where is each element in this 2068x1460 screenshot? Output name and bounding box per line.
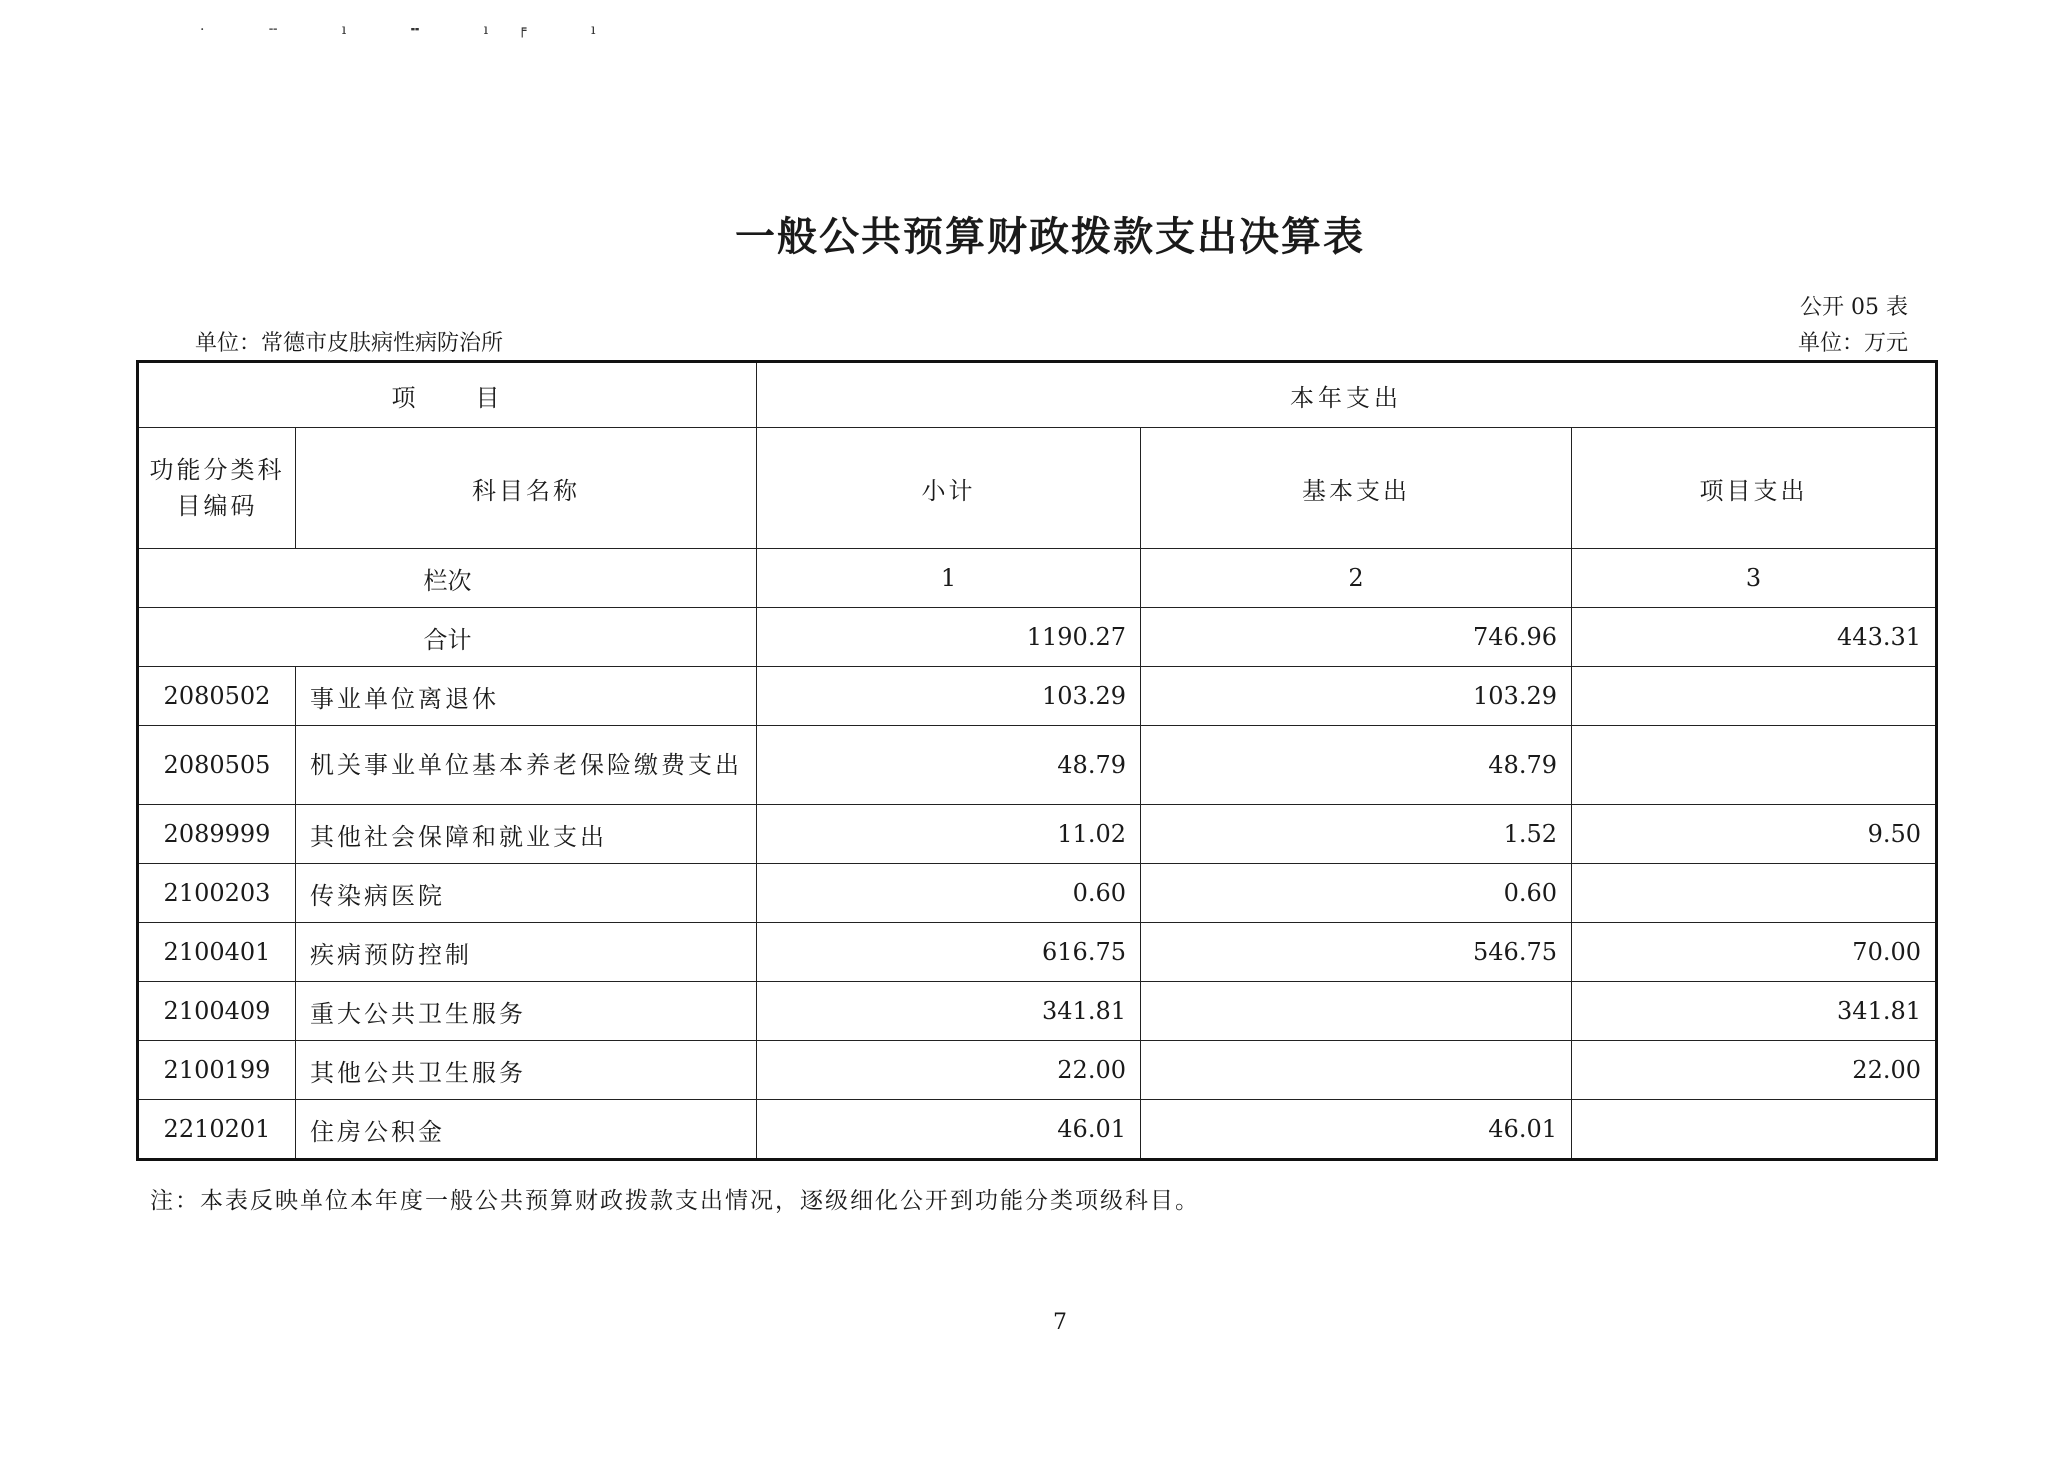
row-subtotal: 341.81 bbox=[757, 982, 1141, 1041]
row-name: 住房公积金 bbox=[296, 1100, 757, 1160]
row-name: 机关事业单位基本养老保险缴费支出 bbox=[296, 726, 757, 805]
table-footnote: 注：本表反映单位本年度一般公共预算财政拨款支出情况，逐级细化公开到功能分类项级科目。 bbox=[150, 1188, 1200, 1214]
column-order-label: 栏次 bbox=[138, 549, 757, 608]
header-basic: 基本支出 bbox=[1141, 428, 1572, 549]
row-project: 70.00 bbox=[1572, 923, 1937, 982]
header-name: 科目名称 bbox=[296, 428, 757, 549]
row-project: 22.00 bbox=[1572, 1041, 1937, 1100]
row-project bbox=[1572, 1100, 1937, 1160]
table-row bbox=[138, 923, 1937, 982]
total-label: 合计 bbox=[138, 608, 757, 667]
row-name: 疾病预防控制 bbox=[296, 923, 757, 982]
header-row-2 bbox=[138, 428, 1937, 549]
row-code: 2100401 bbox=[138, 923, 296, 982]
row-name: 事业单位离退休 bbox=[296, 667, 757, 726]
row-code: 2100203 bbox=[138, 864, 296, 923]
scan-artifact-marks: · ╌ ı ╍ ı╒ ı bbox=[200, 22, 626, 38]
row-name: 其他公共卫生服务 bbox=[296, 1041, 757, 1100]
row-code: 2100199 bbox=[138, 1041, 296, 1100]
header-project-expenditure: 项目支出 bbox=[1572, 428, 1937, 549]
header-code: 功能分类科目编码 bbox=[138, 428, 296, 549]
header-subtotal: 小计 bbox=[757, 428, 1141, 549]
row-code: 2080502 bbox=[138, 667, 296, 726]
total-project: 443.31 bbox=[1572, 608, 1937, 667]
table-row bbox=[138, 805, 1937, 864]
table-row bbox=[138, 864, 1937, 923]
table-row bbox=[138, 1041, 1937, 1100]
table-row bbox=[138, 982, 1937, 1041]
row-subtotal: 22.00 bbox=[757, 1041, 1141, 1100]
row-project: 9.50 bbox=[1572, 805, 1937, 864]
table-row bbox=[138, 726, 1937, 805]
organization-unit: 单位：常德市皮肤病性病防治所 bbox=[195, 331, 504, 356]
row-basic: 46.01 bbox=[1141, 1100, 1572, 1160]
row-basic: 0.60 bbox=[1141, 864, 1572, 923]
row-subtotal: 0.60 bbox=[757, 864, 1141, 923]
total-row bbox=[138, 608, 1937, 667]
row-subtotal: 11.02 bbox=[757, 805, 1141, 864]
total-subtotal: 1190.27 bbox=[757, 608, 1141, 667]
row-basic bbox=[1141, 1041, 1572, 1100]
row-basic: 103.29 bbox=[1141, 667, 1572, 726]
table-row bbox=[138, 1100, 1937, 1160]
row-basic: 1.52 bbox=[1141, 805, 1572, 864]
column-number-2: 2 bbox=[1141, 549, 1572, 608]
header-project: 项 目 bbox=[138, 362, 757, 428]
column-number-1: 1 bbox=[757, 549, 1141, 608]
row-name: 传染病医院 bbox=[296, 864, 757, 923]
total-basic: 746.96 bbox=[1141, 608, 1572, 667]
column-number-3: 3 bbox=[1572, 549, 1937, 608]
row-project bbox=[1572, 667, 1937, 726]
row-name: 其他社会保障和就业支出 bbox=[296, 805, 757, 864]
page-number: 7 bbox=[1053, 1310, 1067, 1335]
form-number: 公开 05 表 bbox=[1800, 295, 1908, 320]
row-basic: 48.79 bbox=[1141, 726, 1572, 805]
row-project bbox=[1572, 726, 1937, 805]
currency-unit: 单位：万元 bbox=[1797, 331, 1908, 356]
row-code: 2080505 bbox=[138, 726, 296, 805]
header-row-1 bbox=[138, 362, 1937, 428]
row-basic bbox=[1141, 982, 1572, 1041]
header-current-year: 本年支出 bbox=[757, 362, 1937, 428]
row-subtotal: 46.01 bbox=[757, 1100, 1141, 1160]
row-code: 2210201 bbox=[138, 1100, 296, 1160]
row-subtotal: 103.29 bbox=[757, 667, 1141, 726]
page-title: 一般公共预算财政拨款支出决算表 bbox=[735, 214, 1365, 260]
row-code: 2089999 bbox=[138, 805, 296, 864]
row-basic: 546.75 bbox=[1141, 923, 1572, 982]
row-project: 341.81 bbox=[1572, 982, 1937, 1041]
expenditure-table bbox=[136, 360, 1938, 1161]
row-code: 2100409 bbox=[138, 982, 296, 1041]
row-project bbox=[1572, 864, 1937, 923]
row-name: 重大公共卫生服务 bbox=[296, 982, 757, 1041]
column-order-row bbox=[138, 549, 1937, 608]
row-subtotal: 616.75 bbox=[757, 923, 1141, 982]
table-row bbox=[138, 667, 1937, 726]
row-subtotal: 48.79 bbox=[757, 726, 1141, 805]
